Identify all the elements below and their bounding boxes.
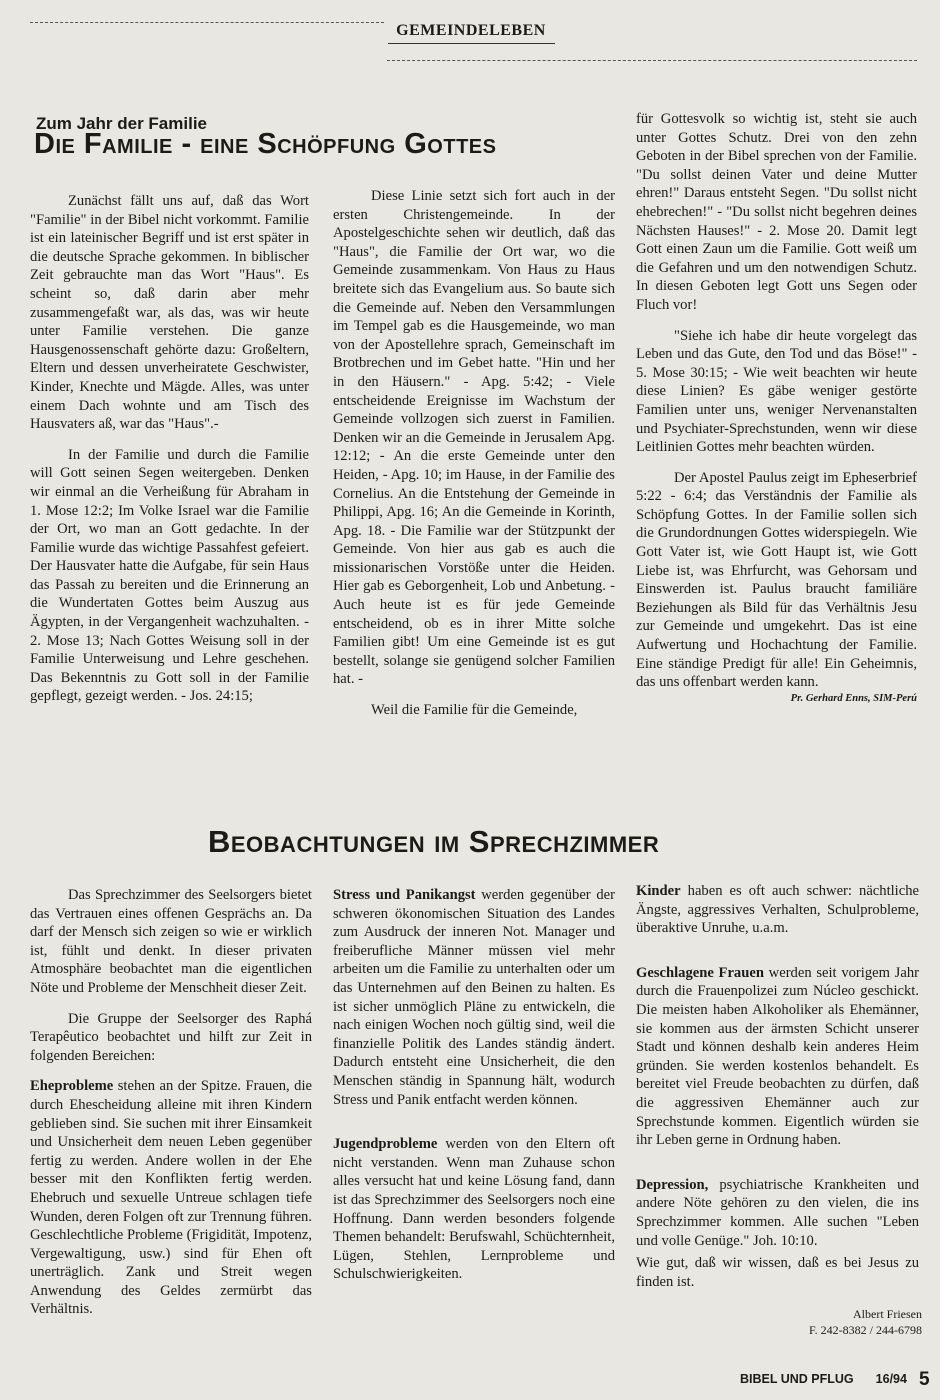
article2-author (760, 1306, 922, 1338)
keyword: Kinder (636, 883, 681, 899)
keyword: Eheprobleme (30, 1078, 114, 1095)
section-underline (388, 43, 555, 44)
paragraph: Der Apostel Paulus zeigt im Epheserbrief 5:22 - 6:4; das Verständnis der Familie als Schöpfung Gottes. In der Familie sollen sich die Grundordnungen Gottes widerspiegeln. Wie Gott Vater ist, wie Gott Haupt ist, wie Gott Liebe ist, was Ehrfurcht, was Gehorsam und Einswerden ist. Paulus braucht familiäre Beziehungen als Bild für das Verhältnis Jesu zur Gemeinde und umgekehrt. Das ist eine Aufwertung und Hochachtung der Familie. Eine ständige Predigt für alle! Ein Geheimnis, das uns offenbart werden kann. (636, 469, 917, 691)
article1-column-1 (30, 192, 309, 718)
paragraph: Diese Linie setzt sich fort auch in der ersten Christengemeinde. In der Apostelgeschichte sehen wir deutlich, daß das "Haus", die Familie der Ort war, wo die Gemeinde zusammenkam. Von Haus zu Haus breitete sich das Evangelium aus. So baute sich die Gemeinde auf. Neben den Versammlungen im Tempel gab es die Hausgemeinde, wo man von der Apostellehre sprach, Gemeinschaft im Brotbrechen und im Gebet hatte. "Hin und her in den Häusern." - Apg. 5:42; - Viele entscheidende Ereignisse im Wachstum der Gemeinde vollzogen sich zuerst in Familien. Denken wir an die Gemeinde in Jerusalem Apg. 12:12; - An die erste Gemeinde unter den Heiden, - Apg. 10; im Hause, in der Familie des Cornelius. An die Entstehung der Gemeinde in Philippi, Apg. 16; An die Gemeinde in Korinth, Apg. 18. - Die Familie war der Stützpunkt der Gemeinde. Von hier aus gab es auch die missionarischen Vorstöße unter die Heiden. Hier gab es Geborgenheit, Lob und Anbetung. - Auch heute ist es für jede Gemeinde entscheidend, ob es in ihrer Mitte solche Familien gibt! Um eine Gemeinde ist es gut bestellt, solange sie genügend solcher Familien hat. - (333, 188, 615, 688)
paragraph-frauen (636, 964, 919, 1150)
author-name: Albert Friesen (853, 1307, 922, 1321)
keyword: Jugendprobleme (333, 1136, 438, 1153)
paragraph-eheprobleme (30, 1077, 312, 1319)
paragraph-text: werden von den Eltern oft nicht verstanden. Wenn man Zuhause schon alles versucht hat und keine Lösung fand, dann ist das Sprechzimmer des Seelsorgers noch eine Hoffnung. Dann werden besonders folgende Themen behandelt: Berufswahl, Schüchternheit, Lügen, Stehlen, Lernprobleme und Schulschwierigkeiten. (333, 1136, 615, 1283)
paragraph: Die Gruppe der Seelsorger des Raphá Terapêutico beobachtet und hilft zur Zeit in folgenden Bereichen: (30, 1010, 312, 1064)
paragraph: Weil die Familie für die Gemeinde, (371, 702, 578, 719)
article1-column-3 (636, 110, 917, 705)
author-phone: F. 242-8382 / 244-6798 (808, 1323, 922, 1337)
paragraph-stress (333, 886, 615, 1109)
keyword: Depression, (636, 1176, 709, 1193)
keyword: Geschlagene Frauen (636, 964, 764, 981)
paragraph-kinder (636, 882, 919, 938)
keyword: Stress und Panikangst (333, 887, 476, 903)
article2-title: Beobachtungen im Sprechzimmer (208, 824, 660, 859)
paragraph-text: stehen an der Spitze. Frauen, die durch Ehescheidung alleine mit ihren Kindern geblieben sind. Sie suchen mit ihrer Einsamkeit und Unsicherheit dem neuen Leben gegenüber fertig zu werden. Andere wollen in der Ehe besser mit den Konflikten fertig werden. Ehebruch und sexuelle Untreue schlagen tiefe Wunden, deren Folgen oft zur Trennung führen. Geschlechtliche Probleme (Frigidität, Impotenz, Vergewaltigung, usw.) sind für Ehen oft unerträglich. Zank und Streit wegen Anwendung des Geldes zermürbt das Verhältnis. (30, 1078, 312, 1318)
paragraph: In der Familie und durch die Familie will Gott seinen Segen weitergeben. Denken wir einmal an die Verheißung für Abraham in 1. Mose 12:2; Im Volke Israel war die Familie der Ort, wo man an Gott gedachte. In der Familie wurde das wichtige Passahfest gefeiert. Der Hausvater hatte die Aufgabe, für sein Haus das Passah zu bereiten und die Erinnerung an die Wundertaten Gottes beim Auszug aus Ägypten, in der Vergangenheit wachzuhalten. - 2. Mose 13; Nach Gottes Weisung soll in der Familie Unterweisung und Lehre geschehen. Das Bekenntnis zu Gott soll in der Familie gepflegt, gezeigt werden. - Jos. 24:15; (30, 446, 309, 705)
section-label: GEMEINDELEBEN (396, 22, 546, 39)
paragraph: "Siehe ich habe dir heute vorgelegt das Leben und das Gute, den Tod und das Böse!" - 5. Mose 30:15; - Wie weit beachten wir heute diese Linien? Es gäbe weniger gestörte Familien unter uns, weniger Nervenanstalten und Psychiater-Sprechstunden, wenn wir diese Leitlinien Gottes mehr beachten würden. (636, 327, 917, 456)
paragraph: Zunächst fällt uns auf, daß das Wort "Familie" in der Bibel nicht vorkommt. Familie ist ein lateinischer Begriff und ist erst später in die deutsche Sprache gekommen. In biblischer Zeit gebrauchte man das Wort "Haus". Es scheint so, daß darin aber mehr zusammengefaßt war, als das, was wir heute unter Familie verstehen. Die ganze Hausgenossenschaft gehörte dazu: Großeltern, Eltern und dessen unverheiratete Geschwister, Kinder, Knechte und Mägde. Alles, was unter einem Dach wohnte und am Tisch des Hausvaters aß, war das "Haus".- (30, 193, 309, 433)
magazine-name: BIBEL UND PFLUG (740, 1372, 854, 1386)
article1-author: Pr. Gerhard Enns, SIM-Perú (790, 692, 917, 704)
header-rule-right (387, 60, 917, 61)
article1-column-2 (333, 187, 615, 732)
paragraph: Das Sprechzimmer des Seelsorgers bietet das Vertrauen eines offenen Gesprächs an. Da darf der Mensch sich zeigen so wie er wirklich ist, fühlt und denkt. In dieser privaten Atmosphäre beobachtet man die eigentlichen Nöte und Probleme der Menschheit dieser Zeit. (30, 887, 312, 996)
header-rule-left (30, 22, 384, 23)
article-kicker: Zum Jahr der Familie (36, 114, 207, 133)
article2-column-1 (30, 886, 312, 1331)
issue-number: 16/94 (875, 1372, 907, 1386)
paragraph-depression (636, 1176, 919, 1250)
article2-column-2 (333, 886, 615, 1296)
paragraph-text: werden seit vorigem Jahr durch die Frauenpolizei zum Núcleo geschickt. Die meisten haben Alkoholiker als Ehemänner, sie kommen aus der ärmsten Schicht unserer Stadt und können deshalb kein anderes Heim gründen. Sie werden kostenlos behandelt. Es bereitet viel Freude beobachten zu dürfen, daß die aggressiven Ehemänner auch zur Sprechstunde kommen. Eigentlich würden sie ihr Leben gerne in Ordnung haben. (636, 964, 919, 1149)
article-title: Die Familie - eine Schöpfung Gottes (34, 128, 497, 160)
article2-column-3 (636, 882, 919, 1303)
paragraph-text: werden gegenüber der schweren ökonomischen Situation des Landes zum Ausdruck der inneren Not. Manager und freiberufliche Männer müssen viel mehr arbeiten um die Familie zu unterhalten oder um das Unternehmen auf den Beinen zu halten. Es ist sicher unmöglich Pläne zu entwickeln, die nach einigen Wochen noch gültig sind, weil die finanzielle Politik des Landes ständig ändert. Dadurch entsteht eine Unsicherheit, die den Menschen ständig in Spannung hält, wodurch Stress und Panik entfacht werden können. (333, 887, 615, 1108)
paragraph-closing: Wie gut, daß wir wissen, daß es bei Jesus zu finden ist. (636, 1255, 919, 1290)
paragraph-text: psychiatrische Krankheiten und andere Nöte gehören zu den vielen, die ins Sprechzimmer kommen. Alle suchen "Leben und volle Genüge." Joh. 10:10. (636, 1176, 919, 1249)
paragraph-jugend (333, 1135, 615, 1284)
page-number: 5 (918, 1369, 930, 1390)
page-footer (740, 1367, 930, 1389)
paragraph-text: haben es oft auch schwer: nächtliche Ängste, aggressives Verhalten, Schulprobleme, überaktive Unruhe, u.a.m. (636, 883, 919, 937)
paragraph: für Gottesvolk so wichtig ist, steht sie auch unter Gottes Schutz. Drei von den zehn Geboten in der Bibel sprechen von der Familie. "Du sollst deinen Vater und deine Mutter ehren!" Daraus entsteht Segen. "Du sollst nicht ehebrechen!" - "Du sollst nicht begehren deines Nächsten Hauses!" - 2. Mose 20. Damit legt Gott einen Zaun um die Familie. Gott weiß um die Gefahren und um den notwendigen Schutz. In diesen Geboten legt Gott uns Segen oder Fluch vor! (636, 111, 917, 313)
